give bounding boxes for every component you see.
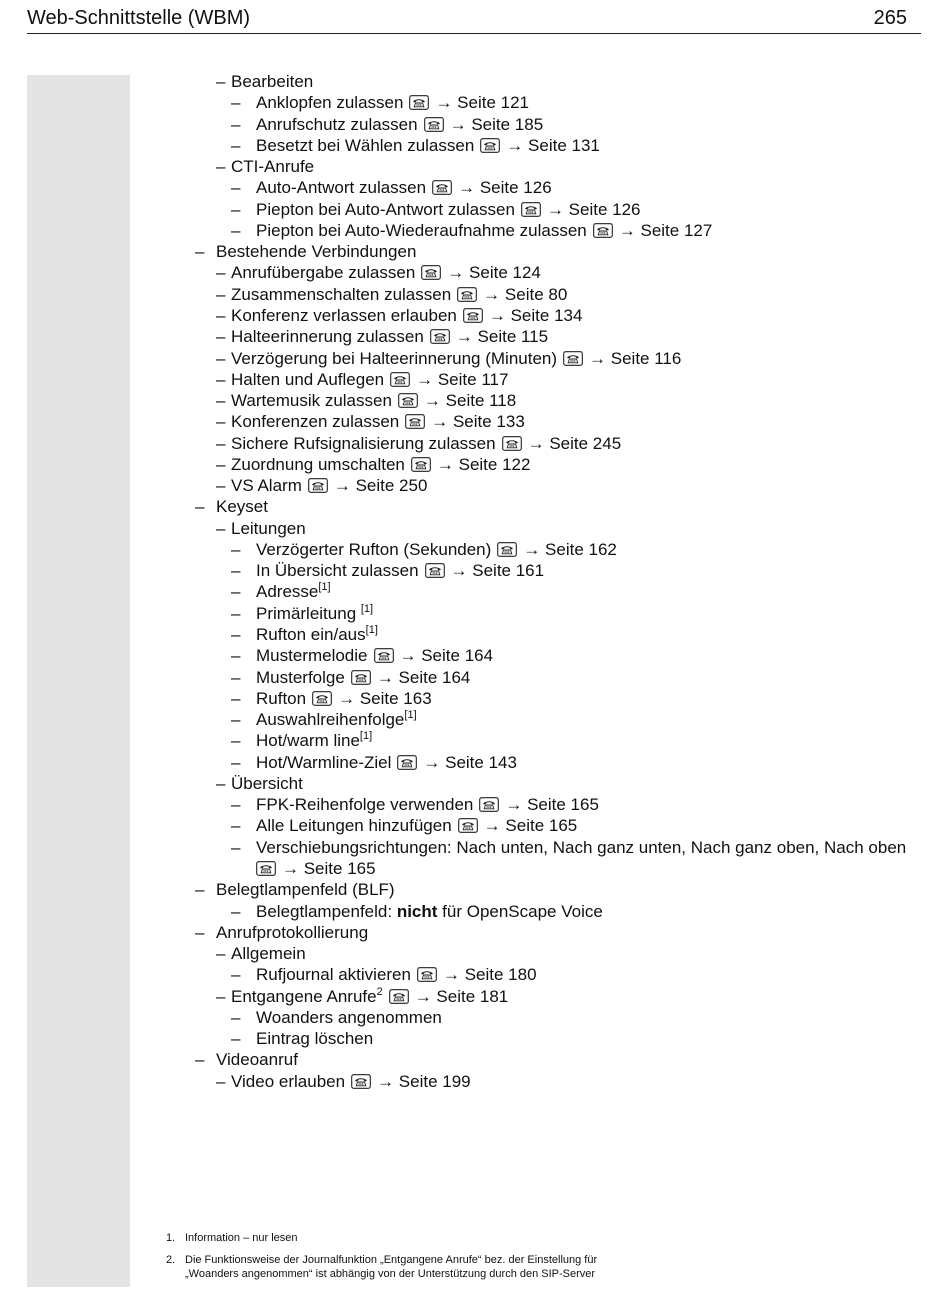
menu-item-label: Belegtlampenfeld (BLF) — [216, 880, 395, 900]
phone-icon — [390, 372, 410, 387]
list-dash: – — [231, 93, 241, 113]
menu-item — [0, 433, 950, 454]
phone-icon — [458, 818, 478, 833]
list-dash: – — [231, 646, 241, 666]
arrow-icon: → — [436, 454, 454, 474]
list-dash: – — [231, 837, 241, 857]
page-reference-link[interactable]: Seite 115 — [472, 327, 549, 347]
menu-item — [0, 348, 950, 369]
list-dash: – — [231, 816, 241, 836]
menu-item-text — [256, 730, 372, 751]
menu-item-text — [256, 709, 417, 730]
page-reference-link[interactable]: Seite 133 — [448, 412, 525, 432]
list-dash: – — [216, 157, 226, 177]
menu-item-label: Eintrag löschen — [256, 1029, 374, 1049]
phone-icon — [389, 989, 409, 1004]
page-reference-link[interactable]: Seite 162 — [540, 539, 617, 559]
page-reference-link[interactable]: Seite 80 — [500, 284, 568, 304]
arrow-icon: → — [589, 348, 607, 368]
page-reference-link[interactable]: Seite 181 — [431, 986, 509, 1006]
arrow-icon: → — [423, 752, 441, 772]
menu-item-label: Rufton ein/aus — [256, 625, 366, 645]
menu-item-label: Bestehende Verbindungen — [216, 242, 417, 262]
menu-item-text — [256, 114, 543, 135]
phone-icon — [405, 414, 425, 429]
menu-item-text — [231, 411, 525, 432]
list-dash: – — [231, 178, 241, 198]
arrow-icon: → — [450, 561, 468, 581]
list-dash: – — [231, 688, 241, 708]
menu-item-label: Rufjournal aktivieren — [256, 965, 411, 985]
menu-item-text — [256, 135, 600, 156]
page-reference-link[interactable]: Seite 127 — [635, 220, 713, 240]
arrow-icon: → — [423, 391, 441, 411]
footnote-marker: [1] — [404, 709, 417, 722]
menu-item-text — [256, 858, 376, 879]
arrow-icon: → — [399, 646, 417, 666]
arrow-icon: → — [483, 816, 501, 836]
list-dash: – — [216, 518, 226, 538]
menu-item-label: Musterfolge — [256, 667, 345, 687]
page-reference-link[interactable]: Seite 165 — [522, 795, 599, 815]
page-reference-link[interactable]: Seite 165 — [500, 816, 578, 836]
menu-item-text — [256, 92, 529, 113]
menu-item — [0, 135, 950, 156]
footnote-text: Die Funktionsweise der Journalfunktion „Entgangene Anrufe“ bez. der Einstellung für — [185, 1254, 598, 1266]
page-reference-link[interactable]: Seite 143 — [440, 752, 517, 772]
menu-item-text — [256, 645, 493, 666]
page-header — [27, 5, 921, 34]
menu-item-label: Besetzt bei Wählen zulassen — [256, 135, 475, 155]
page-reference-link[interactable]: Seite 163 — [355, 688, 432, 708]
list-dash: – — [231, 220, 241, 240]
menu-item-text — [256, 199, 641, 220]
list-dash: – — [231, 603, 241, 623]
arrow-icon: → — [455, 327, 473, 347]
list-dash: – — [216, 454, 226, 474]
menu-item-text — [256, 603, 373, 624]
menu-item-label: Auto-Antwort zulassen — [256, 178, 427, 198]
list-dash: – — [231, 1007, 241, 1027]
page-reference-link[interactable]: Seite 250 — [350, 476, 428, 496]
list-dash: – — [231, 1029, 241, 1049]
menu-item-label: Video erlauben — [231, 1071, 346, 1091]
phone-icon — [308, 478, 328, 493]
menu-item-label: Woanders angenommen — [256, 1007, 442, 1027]
arrow-icon: → — [333, 476, 351, 496]
list-dash: – — [195, 1050, 205, 1070]
footnote-marker: 2 — [376, 985, 383, 998]
menu-item — [0, 518, 950, 539]
list-dash: – — [231, 795, 241, 815]
page-number: 265 — [873, 7, 907, 29]
footnote-marker: [1] — [365, 624, 378, 637]
menu-item-label: Verzögerung bei Halteerinnerung (Minuten) — [231, 348, 558, 368]
menu-item-label: Bearbeiten — [231, 72, 314, 91]
list-dash: – — [231, 667, 241, 687]
menu-item-text — [256, 177, 552, 198]
page-reference-link[interactable]: Seite 126 — [563, 199, 641, 219]
arrow-icon: → — [447, 263, 465, 283]
menu-item-label: Sichere Rufsignalisierung zulassen — [231, 433, 496, 453]
list-dash: – — [216, 284, 226, 304]
menu-item-text — [231, 326, 548, 347]
arrow-icon: → — [282, 858, 299, 878]
menu-item-label: Halten und Auflegen — [231, 369, 385, 389]
list-dash: – — [216, 1071, 226, 1091]
page-reference-link[interactable]: Seite 118 — [440, 391, 517, 411]
arrow-icon: → — [488, 305, 506, 325]
menu-item-text — [216, 922, 368, 943]
menu-item — [0, 454, 950, 475]
menu-item-text — [256, 815, 577, 836]
menu-item-text — [256, 539, 617, 560]
menu-item-label: In Übersicht zulassen — [256, 561, 419, 581]
menu-item — [0, 177, 950, 198]
phone-icon — [256, 861, 276, 876]
menu-item — [0, 688, 950, 709]
menu-item-text — [256, 220, 712, 241]
list-dash: – — [195, 922, 205, 942]
list-dash: – — [216, 369, 226, 389]
page-reference-link[interactable]: Seite 165 — [299, 858, 376, 878]
menu-item-text — [256, 837, 906, 858]
list-dash: – — [216, 327, 226, 347]
page-reference-link[interactable]: Seite 134 — [505, 305, 583, 325]
menu-item-label: Piepton bei Auto-Antwort zulassen — [256, 199, 515, 219]
list-dash: – — [231, 710, 241, 730]
menu-item-text — [256, 624, 378, 645]
page-reference-link[interactable]: Seite 161 — [467, 561, 545, 581]
arrow-icon: → — [338, 688, 356, 708]
footnote-text: Information – nur lesen — [185, 1232, 298, 1244]
list-dash: – — [231, 114, 241, 134]
arrow-icon: → — [377, 1071, 395, 1091]
phone-icon — [457, 287, 477, 302]
menu-item-label: VS Alarm — [231, 476, 302, 496]
list-dash: – — [195, 497, 205, 517]
menu-item — [0, 752, 950, 773]
menu-item — [0, 581, 950, 602]
menu-item — [0, 369, 950, 390]
phone-icon — [425, 563, 445, 578]
menu-item — [0, 156, 950, 177]
list-dash: – — [216, 391, 226, 411]
phone-icon — [312, 691, 332, 706]
menu-item-text — [216, 496, 268, 517]
menu-item-label-suffix: für OpenScape Voice — [437, 901, 603, 921]
menu-item — [0, 305, 950, 326]
menu-item-label: Primärleitung — [256, 603, 361, 623]
footnote-number: 2. — [166, 1254, 176, 1266]
menu-item — [0, 709, 950, 730]
menu-item-label: Mustermelodie — [256, 646, 368, 666]
menu-item-label: Anrufübergabe zulassen — [231, 263, 416, 283]
menu-item — [0, 71, 950, 92]
arrow-icon: → — [442, 965, 460, 985]
phone-icon — [424, 117, 444, 132]
list-dash: – — [231, 582, 241, 602]
menu-item-text — [256, 752, 517, 773]
menu-item-label: Verzögerter Rufton (Sekunden) — [256, 539, 492, 559]
menu-item-label: Leitungen — [231, 518, 306, 538]
menu-item — [0, 858, 950, 879]
menu-item-text — [256, 964, 537, 985]
list-dash: – — [216, 348, 226, 368]
menu-item-text — [256, 667, 470, 688]
list-dash: – — [216, 986, 226, 1006]
menu-item — [0, 837, 950, 858]
menu-item-label: Anklopfen zulassen — [256, 93, 404, 113]
menu-item-text — [231, 1071, 471, 1092]
arrow-icon: → — [483, 284, 501, 304]
list-dash: – — [231, 965, 241, 985]
page-reference-link[interactable]: Seite 121 — [452, 93, 529, 113]
menu-item-text — [231, 71, 313, 92]
page-reference-link[interactable]: Seite 185 — [466, 114, 544, 134]
menu-item-label: CTI-Anrufe — [231, 157, 315, 177]
page-reference-link[interactable]: Seite 124 — [464, 263, 541, 283]
menu-item-text — [216, 241, 416, 262]
phone-icon — [593, 223, 613, 238]
menu-item — [0, 241, 950, 262]
menu-item-text — [256, 1007, 442, 1028]
phone-icon — [463, 308, 483, 323]
menu-item — [0, 730, 950, 751]
menu-item-label: Rufton — [256, 688, 307, 708]
header-title: Web-Schnittstelle (WBM) — [27, 7, 251, 29]
menu-item — [0, 645, 950, 666]
menu-item-label: Konferenz verlassen erlauben — [231, 305, 457, 325]
arrow-icon: → — [458, 178, 476, 198]
phone-icon — [497, 542, 517, 557]
menu-item-label: Hot/warm line — [256, 731, 360, 751]
menu-item — [0, 624, 950, 645]
page-reference-link[interactable]: Seite 164 — [393, 667, 471, 687]
phone-icon — [421, 265, 441, 280]
phone-icon — [417, 967, 437, 982]
menu-item — [0, 773, 950, 794]
footnote-text: „Woanders angenommen“ ist abhängig von der Unterstützung durch den SIP-Server — [185, 1268, 596, 1280]
arrow-icon: → — [431, 412, 449, 432]
list-dash: – — [231, 752, 241, 772]
menu-item-label: Entgangene Anrufe — [231, 986, 377, 1006]
page-reference-link[interactable]: Seite 116 — [606, 348, 682, 368]
menu-item — [0, 986, 950, 1007]
menu-item — [0, 603, 950, 624]
menu-item-label: Videoanruf — [216, 1050, 298, 1070]
menu-item — [0, 815, 950, 836]
menu-item — [0, 539, 950, 560]
menu-item-text — [256, 688, 432, 709]
arrow-icon: → — [546, 199, 564, 219]
arrow-icon: → — [416, 369, 434, 389]
menu-item-text — [216, 879, 395, 900]
menu-item — [0, 92, 950, 113]
menu-item — [0, 496, 950, 517]
arrow-icon: → — [435, 93, 453, 113]
menu-item — [0, 560, 950, 581]
list-dash: – — [216, 72, 226, 91]
menu-item-label: Adresse — [256, 582, 319, 602]
menu-item-text — [231, 986, 508, 1007]
menu-item — [0, 262, 950, 283]
menu-item-text — [216, 1049, 298, 1070]
menu-item-text — [256, 560, 544, 581]
menu-item-text — [231, 305, 582, 326]
menu-item — [0, 1028, 950, 1049]
menu-item-text — [256, 581, 331, 602]
menu-item-label: Alle Leitungen hinzufügen — [256, 816, 452, 836]
menu-item-text — [256, 794, 599, 815]
menu-item-label: Piepton bei Auto-Wiederaufnahme zulassen — [256, 220, 587, 240]
menu-item — [0, 284, 950, 305]
page-reference-link[interactable]: Seite 117 — [433, 369, 509, 389]
page-reference-link[interactable]: Seite 245 — [544, 433, 622, 453]
arrow-icon: → — [618, 220, 636, 240]
phone-icon — [480, 138, 500, 153]
menu-item-text — [231, 262, 541, 283]
phone-icon — [374, 648, 394, 663]
menu-item — [0, 879, 950, 900]
emphasis-text: nicht — [396, 901, 438, 921]
menu-item-text — [231, 369, 508, 390]
menu-item-label: Zusammenschalten zulassen — [231, 284, 452, 304]
menu-item-text — [256, 1028, 373, 1049]
list-dash: – — [231, 561, 241, 581]
menu-item-text — [231, 433, 621, 454]
menu-item-text — [231, 943, 306, 964]
menu-item — [0, 390, 950, 411]
phone-icon — [430, 329, 450, 344]
menu-item-label: Belegtlampenfeld: — [256, 901, 397, 921]
menu-item-text — [231, 390, 516, 411]
menu-item-label: Konferenzen zulassen — [231, 412, 400, 432]
list-dash: – — [216, 476, 226, 496]
menu-item-text — [231, 454, 530, 475]
menu-item-label: Übersicht — [231, 773, 303, 793]
arrow-icon: → — [414, 986, 432, 1006]
list-dash: – — [231, 731, 241, 751]
list-dash: – — [231, 135, 241, 155]
list-dash: – — [231, 625, 241, 645]
footnote-marker: [1] — [318, 581, 331, 594]
phone-icon — [502, 436, 522, 451]
arrow-icon: → — [527, 433, 545, 453]
menu-item — [0, 1049, 950, 1070]
menu-item — [0, 199, 950, 220]
menu-item — [0, 220, 950, 241]
page-reference-link[interactable]: Seite 131 — [523, 135, 600, 155]
menu-item — [0, 411, 950, 432]
page-reference-link[interactable]: Seite 122 — [453, 454, 531, 474]
menu-item — [0, 1071, 950, 1092]
menu-item — [0, 901, 950, 922]
phone-icon — [432, 180, 452, 195]
menu-item-label: Auswahlreihenfolge — [256, 710, 405, 730]
arrow-icon: → — [506, 135, 524, 155]
phone-icon — [411, 457, 431, 472]
menu-item-label: Anrufschutz zulassen — [256, 114, 418, 134]
menu-item — [0, 943, 950, 964]
phone-icon — [397, 755, 417, 770]
arrow-icon: → — [449, 114, 467, 134]
list-dash: – — [195, 880, 205, 900]
list-dash: – — [231, 901, 241, 921]
menu-item — [0, 964, 950, 985]
menu-item-text — [231, 156, 314, 177]
list-dash: – — [216, 944, 226, 964]
menu-item-label: Hot/Warmline-Ziel — [256, 752, 392, 772]
page-reference-link[interactable]: Seite 126 — [475, 178, 552, 198]
phone-icon — [409, 95, 429, 110]
list-dash: – — [195, 242, 205, 262]
menu-item-label: Keyset — [216, 497, 268, 517]
menu-item-label: Halteerinnerung zulassen — [231, 327, 424, 347]
page-reference-link[interactable]: Seite 180 — [459, 965, 537, 985]
arrow-icon: → — [376, 667, 394, 687]
page-reference-link[interactable]: Seite 164 — [416, 646, 494, 666]
list-dash: – — [231, 539, 241, 559]
arrow-icon: → — [523, 539, 541, 559]
list-dash: – — [216, 263, 226, 283]
menu-item — [0, 114, 950, 135]
menu-item — [0, 475, 950, 496]
list-dash: – — [216, 433, 226, 453]
menu-item-text — [231, 518, 306, 539]
list-dash: – — [216, 412, 226, 432]
phone-icon — [351, 670, 371, 685]
list-dash: – — [216, 773, 226, 793]
menu-item — [0, 794, 950, 815]
list-dash: – — [216, 305, 226, 325]
page-reference-link[interactable]: Seite 199 — [394, 1071, 471, 1091]
menu-item-label: Anrufprotokollierung — [216, 922, 369, 942]
menu-item-text — [256, 901, 603, 922]
menu-item-text — [231, 284, 567, 305]
menu-item-text — [231, 773, 303, 794]
menu-item — [0, 1007, 950, 1028]
menu-item-label: Wartemusik zulassen — [231, 391, 392, 411]
footnote-marker: [1] — [359, 730, 373, 743]
menu-item-text — [231, 348, 681, 369]
phone-icon — [521, 202, 541, 217]
menu-item-label: Verschiebungsrichtungen: Nach unten, Nach ganz unten, Nach ganz oben, Nach oben — [256, 837, 907, 857]
menu-item — [0, 326, 950, 347]
menu-item-label: Zuordnung umschalten — [231, 454, 405, 474]
phone-icon — [479, 797, 499, 812]
menu-item-text — [231, 475, 427, 496]
phone-icon — [398, 393, 418, 408]
menu-item-label: FPK-Reihenfolge verwenden — [256, 795, 474, 815]
footnote-marker: [1] — [360, 602, 374, 615]
arrow-icon: → — [505, 795, 523, 815]
list-dash: – — [231, 199, 241, 219]
menu-item-label: Allgemein — [231, 944, 306, 964]
menu-item — [0, 667, 950, 688]
phone-icon — [351, 1074, 371, 1089]
footnote-number: 1. — [166, 1232, 176, 1244]
menu-item — [0, 922, 950, 943]
phone-icon — [563, 351, 583, 366]
